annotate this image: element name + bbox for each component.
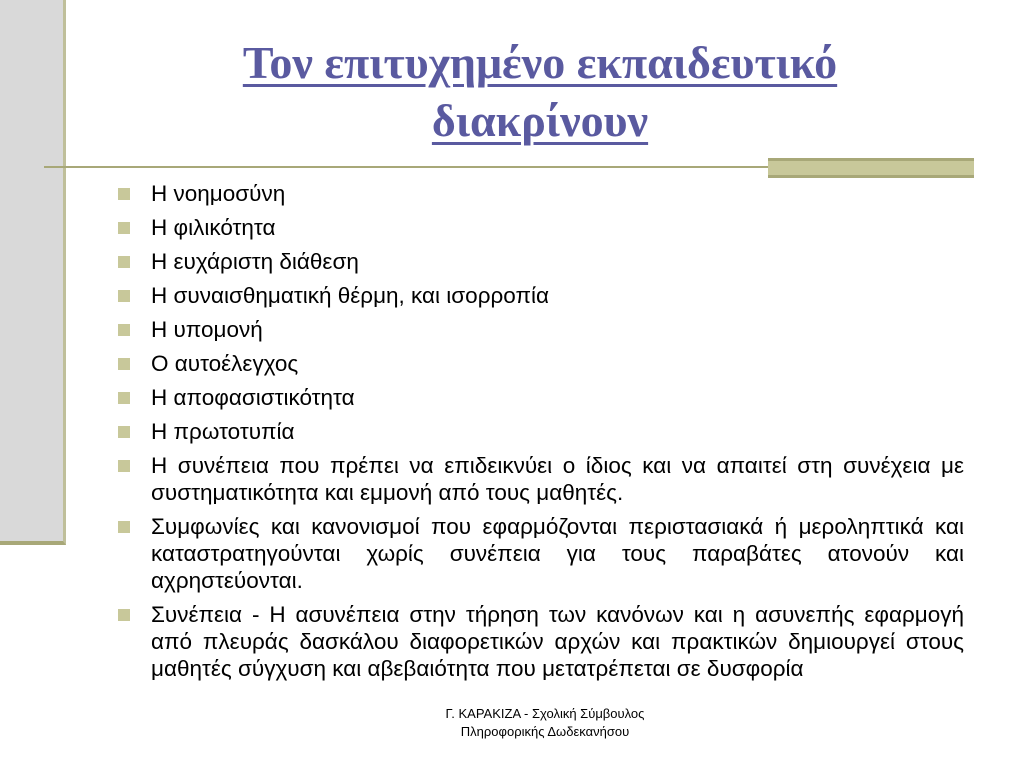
square-bullet-icon [118, 609, 130, 621]
title-divider-accent-bar [768, 158, 974, 178]
slide-title [100, 34, 980, 150]
title-line-2: διακρίνουν [431, 95, 649, 146]
square-bullet-icon [118, 521, 130, 533]
bullet-list [118, 180, 964, 689]
bullet-text: Η πρωτοτυπία [151, 419, 295, 444]
list-item [118, 214, 964, 241]
bullet-text: Η συνέπεια που πρέπει να επιδεικνύει ο ίδιος και να απαιτεί στη συνέχεια με συστηματικότητα και εμμονή από τους μαθητές. [151, 453, 964, 505]
title-line-1: Τον επιτυχημένο εκπαιδευτικό [242, 37, 838, 88]
list-item [118, 601, 964, 682]
footer-author: Γ. ΚΑΡΑΚΙΖΑ - Σχολική Σύμβουλος [445, 706, 645, 721]
bullet-text: Η υπομονή [151, 317, 263, 342]
list-item [118, 418, 964, 445]
bullet-text: Η συναισθηματική θέρμη, και ισορροπία [151, 283, 550, 308]
square-bullet-icon [118, 222, 130, 234]
list-item [118, 452, 964, 506]
square-bullet-icon [118, 188, 130, 200]
list-item [118, 316, 964, 343]
bullet-text: Η φιλικότητα [151, 215, 276, 240]
bullet-text: Η αποφασιστικότητα [151, 385, 355, 410]
bullet-text: Συμφωνίες και κανονισμοί που εφαρμόζονται περιστασιακά ή μεροληπτικά και καταστρατηγούνται χωρίς συνέπεια για τους παραβάτες ατονούν και αχρηστεύονται. [151, 514, 964, 593]
list-item [118, 384, 964, 411]
square-bullet-icon [118, 358, 130, 370]
list-item [118, 248, 964, 275]
square-bullet-icon [118, 426, 130, 438]
bullet-text: Ο αυτοέλεγχος [151, 351, 299, 376]
square-bullet-icon [118, 290, 130, 302]
bullet-text: Η ευχάριστη διάθεση [151, 249, 359, 274]
square-bullet-icon [118, 392, 130, 404]
bullet-text: Η νοημοσύνη [151, 181, 286, 206]
bullet-text: Συνέπεια - Η ασυνέπεια στην τήρηση των κανόνων και η ασυνεπής εφαρμογή από πλευράς δασκάλου διαφορετικών αρχών και πρακτικών δημιουργεί στους μαθητές σύγχυση και αβεβαιότητα που μετατρέπεται σε δυσφορία [151, 602, 964, 681]
square-bullet-icon [118, 256, 130, 268]
slide-footer [400, 705, 690, 741]
list-item [118, 350, 964, 377]
footer-affiliation: Πληροφορικής Δωδεκανήσου [460, 724, 630, 739]
list-item [118, 513, 964, 594]
list-item [118, 282, 964, 309]
square-bullet-icon [118, 324, 130, 336]
list-item [118, 180, 964, 207]
left-decorative-band [0, 0, 66, 545]
square-bullet-icon [118, 460, 130, 472]
